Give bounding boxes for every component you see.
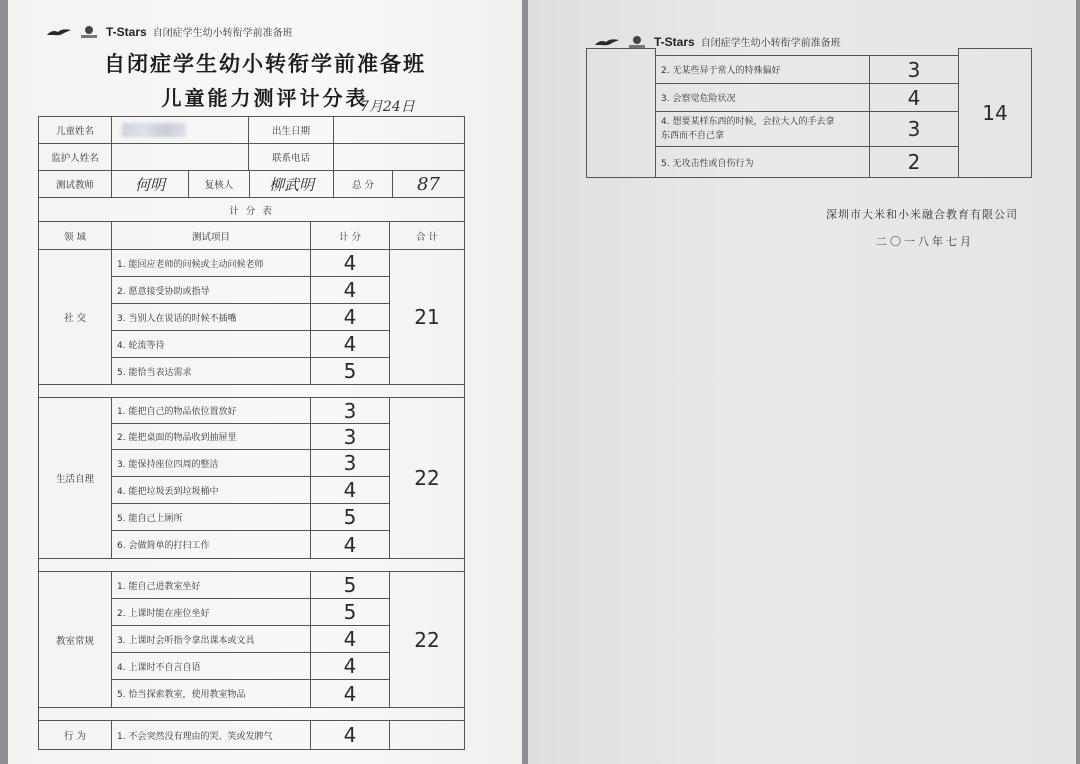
section-total-cell xyxy=(389,720,465,750)
item-score: 4 xyxy=(869,83,959,112)
label-total-score: 总 分 xyxy=(333,170,393,198)
item-row: 3. 会察觉危险状况 xyxy=(655,83,870,112)
item-score: 4 xyxy=(310,720,390,750)
item-score: 4 xyxy=(310,476,390,504)
item-row: 5. 无攻击性或自伤行为 xyxy=(655,146,870,178)
header-logo-row xyxy=(594,34,841,49)
brand-subtitle: 自闭症学生幼小转衔学前准备班 xyxy=(152,28,293,39)
item-score: 4 xyxy=(310,303,390,331)
header-logo-row xyxy=(46,24,293,39)
item-score: 5 xyxy=(310,357,390,385)
domain-social: 社 交 xyxy=(38,249,112,385)
item-score: 4 xyxy=(310,652,390,680)
item-row: 6. 会做简单的打扫工作 xyxy=(111,530,311,559)
item-score: 3 xyxy=(310,449,390,477)
item-text-line: 4. 想要某样东西的时候，会拉大人的手去拿 xyxy=(661,117,835,127)
item-score: 3 xyxy=(310,423,390,450)
total-score-value: 87 xyxy=(392,170,465,198)
form-title: 自闭症学生幼小转衔学前准备班 xyxy=(104,51,426,76)
item-score: 4 xyxy=(310,530,390,559)
item-score: 4 xyxy=(310,276,390,304)
section-total-behavior: 14 xyxy=(958,48,1032,178)
company-name: 深圳市大米和小米融合教育有限公司 xyxy=(826,208,1018,221)
item-text-line: 东西而不自己拿 xyxy=(661,131,725,141)
label-birth-date: 出生日期 xyxy=(248,116,334,144)
domain-self-care: 生活自理 xyxy=(38,397,112,559)
col-header-domain: 领 域 xyxy=(38,221,112,250)
item-row: 1. 能回应老师的问候或主动问候老师 xyxy=(111,249,311,277)
item-row: 4. 轮流等待 xyxy=(111,330,311,358)
test-teacher-value: 何明 xyxy=(111,170,189,198)
item-row: 5. 能恰当表达需求 xyxy=(111,357,311,385)
form-subtitle: 儿童能力测评计分表 xyxy=(161,86,369,110)
score-sheet-page-2 xyxy=(528,0,1076,764)
section-divider xyxy=(38,707,465,721)
section-divider xyxy=(38,558,465,572)
item-row: 2. 能把桌面的物品收到抽屉里 xyxy=(111,423,311,450)
item-score: 5 xyxy=(310,503,390,531)
item-row: 3. 能保持座位四周的整洁 xyxy=(111,449,311,477)
item-score: 2 xyxy=(869,146,959,178)
label-contact-phone: 联系电话 xyxy=(248,143,334,171)
section-total-self-care: 22 xyxy=(389,397,465,559)
section-total-social: 21 xyxy=(389,249,465,385)
label-reviewer: 复核人 xyxy=(188,170,250,198)
child-name-value xyxy=(111,116,249,144)
item-row: 2. 愿意接受协助或指导 xyxy=(111,276,311,304)
label-child-name: 儿童姓名 xyxy=(38,116,112,144)
bird-logo-icon xyxy=(594,37,620,47)
brand-subtitle: 自闭症学生幼小转衔学前准备班 xyxy=(700,38,841,49)
brand-name: T-Stars xyxy=(106,24,147,39)
item-row xyxy=(655,111,870,147)
col-header-score: 计 分 xyxy=(310,221,390,250)
brand-name: T-Stars xyxy=(654,34,695,49)
item-score: 4 xyxy=(310,249,390,277)
redacted-name xyxy=(122,123,186,137)
item-score: 5 xyxy=(310,598,390,626)
item-row: 1. 不会突然没有理由的哭、笑或发脾气 xyxy=(111,720,311,750)
item-score: 4 xyxy=(310,679,390,708)
item-row: 1. 能自己进教室坐好 xyxy=(111,571,311,599)
item-score: 4 xyxy=(310,330,390,358)
item-score: 3 xyxy=(869,55,959,84)
section-total-classroom: 22 xyxy=(389,571,465,708)
item-row: 5. 恰当探索教室，使用教室物品 xyxy=(111,679,311,708)
score-sheet-page-1 xyxy=(8,0,522,764)
mascot-logo-icon xyxy=(626,35,648,49)
label-guardian-name: 监护人姓名 xyxy=(38,143,112,171)
birth-date-value xyxy=(333,116,465,144)
score-table-caption: 计 分 表 xyxy=(38,197,465,222)
item-row: 1. 能把自己的物品依位置放好 xyxy=(111,397,311,424)
item-row: 3. 上课时会听指令拿出课本或文具 xyxy=(111,625,311,653)
item-score: 3 xyxy=(310,397,390,424)
col-header-total: 合 计 xyxy=(389,221,465,250)
item-score: 3 xyxy=(869,111,959,147)
item-score: 4 xyxy=(310,625,390,653)
item-score: 5 xyxy=(310,571,390,599)
item-row: 3. 当别人在说话的时候不插嘴 xyxy=(111,303,311,331)
guardian-name-value xyxy=(111,143,249,171)
domain-classroom-routine: 教室常规 xyxy=(38,571,112,708)
issue-date: 二〇一八年七月 xyxy=(876,235,974,248)
bird-logo-icon xyxy=(46,27,72,37)
item-row: 5. 能自己上厕所 xyxy=(111,503,311,531)
domain-behavior: 行 为 xyxy=(38,720,112,750)
item-row: 2. 上课时能在座位坐好 xyxy=(111,598,311,626)
item-row: 4. 能把垃圾丢到垃圾桶中 xyxy=(111,476,311,504)
contact-phone-value xyxy=(333,143,465,171)
label-test-teacher: 测试教师 xyxy=(38,170,112,198)
mascot-logo-icon xyxy=(78,25,100,39)
item-row: 4. 上课时不自言自语 xyxy=(111,652,311,680)
domain-behavior-continued xyxy=(586,48,656,178)
handwritten-date: 7月24日 xyxy=(360,99,415,115)
col-header-item: 测试项目 xyxy=(111,221,311,250)
reviewer-value: 柳武明 xyxy=(249,170,334,198)
item-row: 2. 无某些异于常人的特殊偏好 xyxy=(655,55,870,84)
section-divider xyxy=(38,384,465,398)
